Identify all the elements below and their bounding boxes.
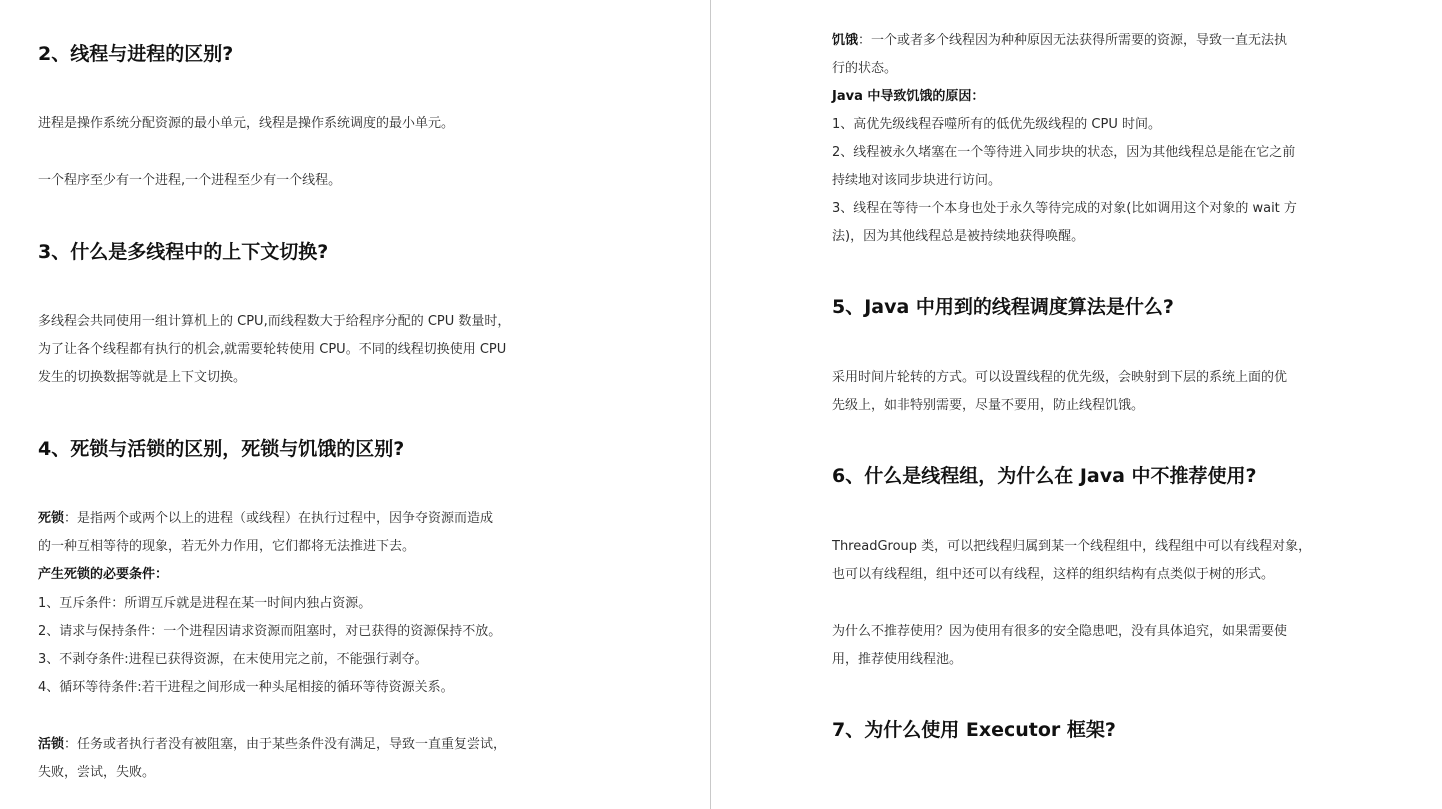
heading-q6: 6、什么是线程组，为什么在 Java 中不推荐使用? <box>832 465 1257 487</box>
cause-1: 1、高优先级线程吞噬所有的低优先级线程的 CPU 时间。 <box>832 117 1161 132</box>
starvation-line-2: 行的状态。 <box>832 61 898 76</box>
deadlock-line-1 <box>38 505 493 533</box>
condition-3: 3、不剥夺条件:进程已获得资源，在末使用完之前，不能强行剥夺。 <box>38 652 428 667</box>
cause-3-cont: 法)，因为其他线程总是被持续地获得唤醒。 <box>832 229 1085 244</box>
starvation-causes-title: Java 中导致饥饿的原因： <box>832 89 985 104</box>
starvation-text: ：一个或者多个线程因为种种原因无法获得所需要的资源，导致一直无法执 <box>858 33 1288 48</box>
q2-paragraph-2: 一个程序至少有一个进程,一个进程至少有一个线程。 <box>38 173 342 188</box>
heading-q5: 5、Java 中用到的线程调度算法是什么? <box>832 296 1174 318</box>
q2-paragraph-1: 进程是操作系统分配资源的最小单元，线程是操作系统调度的最小单元。 <box>38 116 455 131</box>
heading-q3: 3、什么是多线程中的上下文切换? <box>38 241 329 263</box>
deadlock-text: ：是指两个或两个以上的进程（或线程）在执行过程中，因争夺资源而造成 <box>64 511 494 526</box>
deadlock-label: 死锁 <box>38 511 65 526</box>
condition-1: 1、互斥条件：所谓互斥就是进程在某一时间内独占资源。 <box>38 596 372 611</box>
q6-line-2: 也可以有线程组，组中还可以有线程，这样的组织结构有点类似于树的形式。 <box>832 567 1275 582</box>
starvation-label: 饥饿 <box>832 33 859 48</box>
q6-line-3: 为什么不推荐使用？因为使用有很多的安全隐患吧，没有具体追究，如果需要使 <box>832 624 1288 639</box>
cause-3: 3、线程在等待一个本身也处于永久等待完成的对象(比如调用这个对象的 wait 方 <box>832 201 1297 216</box>
q5-line-1: 采用时间片轮转的方式。可以设置线程的优先级，会映射到下层的系统上面的优 <box>832 370 1288 385</box>
condition-2: 2、请求与保持条件：一个进程因请求资源而阻塞时，对已获得的资源保持不放。 <box>38 624 502 639</box>
condition-4: 4、循环等待条件:若干进程之间形成一种头尾相接的循环等待资源关系。 <box>38 680 454 695</box>
q6-line-4: 用，推荐使用线程池。 <box>832 652 963 667</box>
deadlock-line-2: 的一种互相等待的现象，若无外力作用，它们都将无法推进下去。 <box>38 539 416 554</box>
livelock-label: 活锁 <box>38 737 65 752</box>
q3-line-1: 多线程会共同使用一组计算机上的 CPU,而线程数大于给程序分配的 CPU 数量时， <box>38 314 511 329</box>
livelock-line-1 <box>38 731 506 759</box>
q6-line-1: ThreadGroup 类，可以把线程归属到某一个线程组中，线程组中可以有线程对象， <box>832 539 1312 554</box>
livelock-text: ：任务或者执行者没有被阻塞，由于某些条件没有满足，导致一直重复尝试， <box>64 737 507 752</box>
q3-line-2: 为了让各个线程都有执行的机会,就需要轮转使用 CPU。不同的线程切换使用 CPU <box>38 342 507 357</box>
livelock-line-2: 失败，尝试，失败。 <box>38 765 156 780</box>
left-page <box>0 0 710 809</box>
heading-q2: 2、线程与进程的区别? <box>38 43 234 65</box>
page-divider <box>710 0 711 809</box>
deadlock-conditions-title: 产生死锁的必要条件： <box>38 567 169 582</box>
starvation-line-1 <box>832 27 1287 55</box>
q5-line-2: 先级上，如非特别需要，尽量不要用，防止线程饥饿。 <box>832 398 1145 413</box>
heading-q7: 7、为什么使用 Executor 框架? <box>832 719 1116 741</box>
heading-q4: 4、死锁与活锁的区别，死锁与饥饿的区别? <box>38 438 405 460</box>
cause-2: 2、线程被永久堵塞在一个等待进入同步块的状态，因为其他线程总是能在它之前 <box>832 145 1296 160</box>
cause-2-cont: 持续地对该同步块进行访问。 <box>832 173 1002 188</box>
right-page <box>712 0 1442 809</box>
q3-line-3: 发生的切换数据等就是上下文切换。 <box>38 370 247 385</box>
